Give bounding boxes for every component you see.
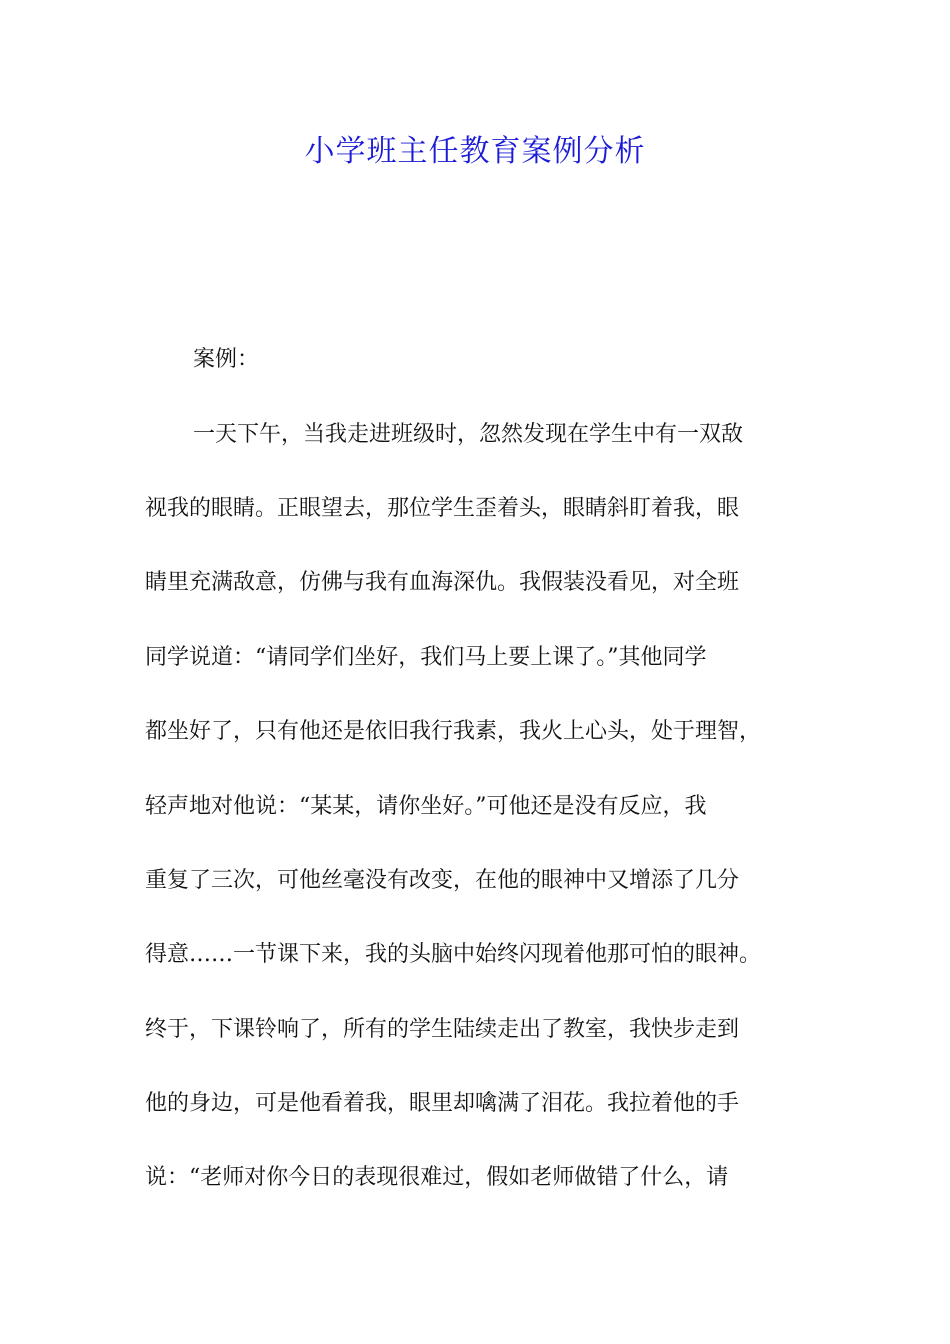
paragraph-line: 说：“老师对你今日的表现很难过，假如老师做错了什么，请 — [145, 1165, 729, 1190]
paragraph-line: 得意……一节课下来，我的头脑中始终闪现着他那可怕的眼神。 — [145, 942, 762, 967]
document-title: 小学班主任教育案例分析 — [304, 134, 646, 169]
paragraph-line: 轻声地对他说：“某某，请你坐好。”可他还是没有反应，我 — [145, 794, 707, 819]
paragraph-line: 睛里充满敌意，仿佛与我有血海深仇。我假装没看见，对全班 — [145, 570, 740, 595]
paragraph-line: 同学说道：“请同学们坐好，我们马上要上课了。”其他同学 — [145, 645, 707, 670]
paragraph-line: 终于，下课铃响了，所有的学生陆续走出了教室，我快步走到 — [145, 1017, 740, 1042]
paragraph-line: 一天下午，当我走进班级时，忽然发现在学生中有一双敌 — [193, 422, 744, 447]
case-heading: 案例： — [193, 347, 260, 372]
paragraph-line: 重复了三次，可他丝毫没有改变，在他的眼神中又增添了几分 — [145, 868, 740, 893]
paragraph-line: 视我的眼睛。正眼望去，那位学生歪着头，眼睛斜盯着我，眼 — [145, 496, 740, 521]
paragraph-line: 他的身边，可是他看着我，眼里却噙满了泪花。我拉着他的手 — [145, 1091, 740, 1116]
paragraph-line: 都坐好了，只有他还是依旧我行我素，我火上心头，处于理智， — [145, 719, 762, 744]
